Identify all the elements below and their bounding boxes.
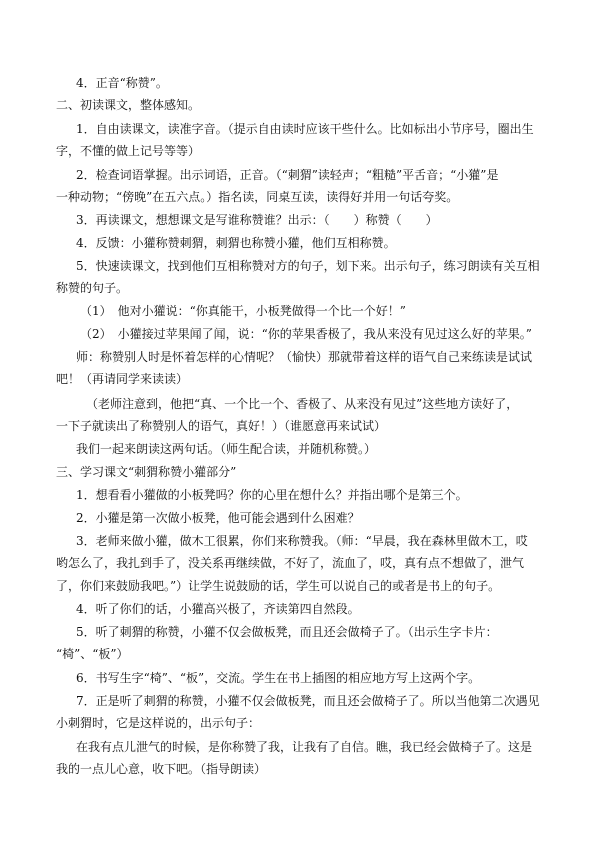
- teacher-prompt-line1: 师：称赞别人时是怀着怎样的心情呢？（愉快）那就带着这样的语气自己来练读是试试: [76, 350, 533, 364]
- section3-item-5-line1: 5．听了刺猬的称赞，小獾不仅会做板凳，而且还会做椅子了。（出示生字卡片：: [76, 625, 498, 639]
- section3-heading: 三、学习课文“刺猬称赞小獾部分”: [56, 465, 237, 479]
- section3-item-6: 6．书写生字“椅”、“板”，交流。学生在书上插图的相应地方写上这两个字。: [76, 671, 481, 685]
- read-together-line: 我们一起来朗读这两句话。（师生配合读，并随机称赞。）: [76, 442, 377, 456]
- section3-item-2: 2．小獾是第一次做小板凳，他可能会遇到什么困难？: [76, 511, 360, 525]
- section2-item-2-line1: 2．检查词语掌握。出示词语，正音。（“刺猬”读轻声；“粗糙”平舌音；“小獾”是: [76, 168, 499, 182]
- section2-item-2-line2: 一种动物；“傍晚”在五六点。）指名读，同桌互读，读得好并用一句话夸奖。: [56, 190, 459, 204]
- praise-quote-line2: 我的一点儿心意，收下吧。（指导朗读）: [56, 762, 267, 776]
- section3-item-4: 4．听了你们的话，小獾高兴极了，齐读第四自然段。: [76, 602, 360, 616]
- praise-quote-line1: 在我有点儿泄气的时候，是你称赞了我，让我有了自信。瞧，我已经会做椅子了。这是: [76, 740, 533, 754]
- section2-item-1-line1: 1．自由读课文，读准字音。（提示自由读时应该干些什么。比如标出小节序号，圈出生: [76, 122, 534, 136]
- section2-heading: 二、初读课文，整体感知。: [56, 98, 201, 112]
- section3-item-7-line2: 小刺猬时，它是这样说的，出示句子：: [56, 716, 261, 730]
- section3-item-3-line3: 了，你们来鼓励我吧。”）让学生说鼓励的话，学生可以说自己的或者是书上的句子。: [56, 579, 501, 593]
- teacher-prompt-line2: 吧！（再请同学来读读）: [56, 372, 189, 386]
- teacher-note-line2: 一下子就读出了称赞别人的语气，真好！）（谁愿意再来试试）: [56, 419, 387, 433]
- quote-sentence-1: （1） 他对小獾说：“你真能干，小板凳做得一个比一个好！”: [80, 304, 406, 318]
- section3-item-3-line1: 3．老师来做小獾，做木工很累，你们来称赞我。（师：“早晨，我在森林里做木工，哎: [76, 534, 528, 548]
- quote-sentence-2: （2） 小獾接过苹果闻了闻，说：“你的苹果香极了，我从来没有见过这么好的苹果。”: [80, 327, 532, 341]
- section3-item-5-line2: “椅”、“板”）: [56, 647, 129, 661]
- section2-item-4: 4．反馈：小獾称赞刺猬，刺猬也称赞小獾，他们互相称赞。: [76, 236, 396, 250]
- section2-item-5-line2: 称赞的句子。: [56, 281, 129, 295]
- teacher-note-line1: （老师注意到，他把“真、一个比一个、香极了、从来没有见过”这些地方读好了，: [86, 397, 519, 411]
- section1-item-4: 4．正音“称赞”。: [76, 76, 168, 90]
- section3-item-7-line1: 7．正是听了刺猬的称赞，小獾不仅会做板凳，而且还会做椅子了。所以当他第二次遇见: [76, 694, 540, 708]
- section3-item-3-line2: 哟怎么了，我扎到手了，没关系再继续做，不好了，流血了，哎，真有点不想做了，泄气: [56, 556, 525, 570]
- section2-item-3: 3．再读课文，想想课文是写谁称赞谁？出示：（ ）称赞（ ）: [76, 213, 438, 227]
- section3-item-1: 1．想看看小獾做的小板凳吗？你的心里在想什么？并指出哪个是第三个。: [76, 488, 468, 502]
- section2-item-5-line1: 5．快速读课文，找到他们互相称赞对方的句子，划下来。出示句子，练习朗读有关互相: [76, 259, 540, 273]
- section2-item-1-line2: 字，不懂的做上记号等等）: [56, 144, 201, 158]
